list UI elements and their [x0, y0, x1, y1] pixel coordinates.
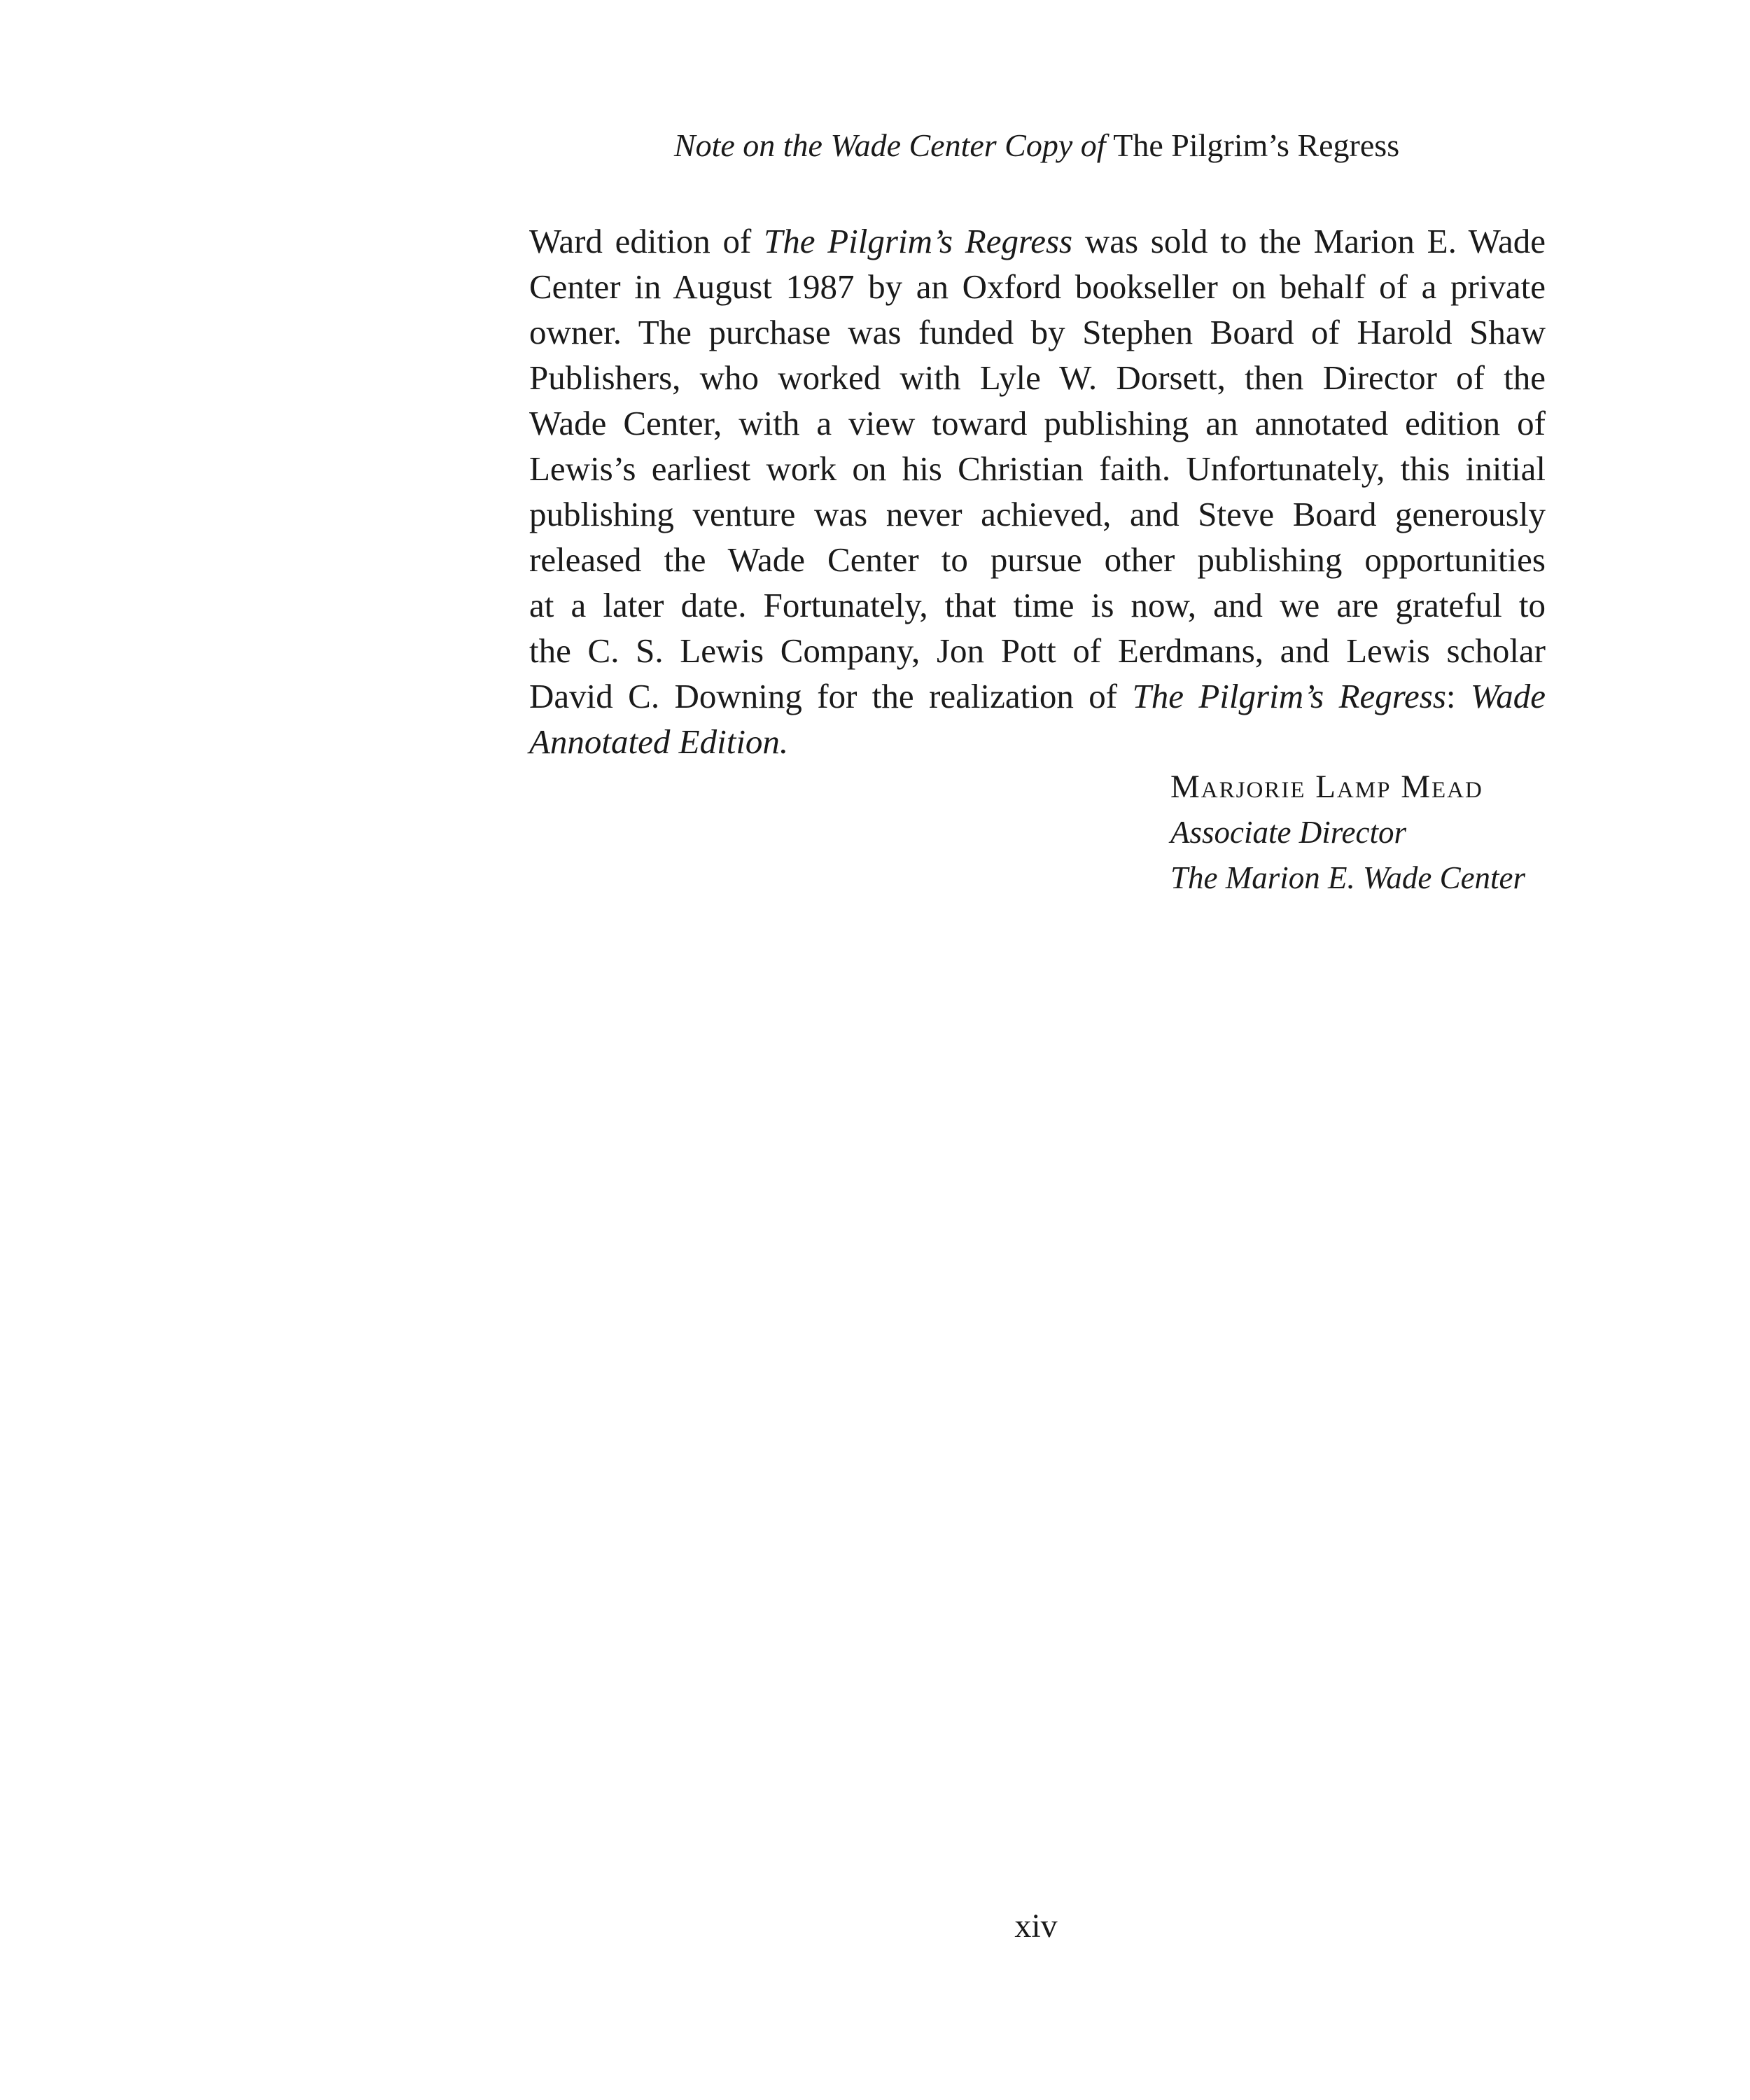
- book-title: Wade: [1470, 677, 1546, 715]
- text-line-1: [529, 218, 1546, 264]
- text-segment: David C. Downing for the realization of: [529, 677, 1133, 715]
- text-line-2: Center in August 1987 by an Oxford bookseller on behalf of a private: [529, 267, 1546, 306]
- text-line-3: owner. The purchase was funded by Stephen Board of Harold Shaw: [529, 313, 1546, 351]
- running-head: [529, 125, 1544, 167]
- text-line-10: the C. S. Lewis Company, Jon Pott of Eerdmans, and Lewis scholar: [529, 631, 1546, 670]
- text-line-8: released the Wade Center to pursue other publishing opportunities: [529, 540, 1546, 579]
- text-line-12: [529, 719, 1546, 764]
- page-number: xiv: [1014, 1907, 1058, 1945]
- signatory-title: Associate Director: [1170, 815, 1407, 850]
- text-segment: Ward edition of: [529, 222, 764, 260]
- text-line-5: Wade Center, with a view toward publishing an annotated edition of: [529, 404, 1546, 442]
- signatory-organization: The Marion E. Wade Center: [1170, 860, 1526, 895]
- book-title: The Pilgrim’s Regress: [764, 222, 1073, 260]
- text-line-6: Lewis’s earliest work on his Christian faith. Unfortunately, this initial: [529, 449, 1546, 488]
- text-segment: :: [1446, 677, 1471, 715]
- body-paragraph: [529, 218, 1546, 764]
- book-title: The Pilgrim’s Regress: [1132, 677, 1446, 715]
- text-line-7: publishing venture was never achieved, and Steve Board generously: [529, 495, 1546, 533]
- text-line-11: [529, 673, 1546, 719]
- running-head-italic: Note on the Wade Center Copy of: [673, 127, 1106, 163]
- running-head-title: The Pilgrim’s Regress: [1113, 127, 1400, 163]
- text-line-4: Publishers, who worked with Lyle W. Dorsett, then Director of the: [529, 358, 1546, 397]
- text-segment: was sold to the Marion E. Wade: [1072, 222, 1546, 260]
- book-title: Annotated Edition.: [529, 722, 789, 761]
- text-line-9: at a later date. Fortunately, that time is now, and we are grateful to: [529, 586, 1546, 624]
- signature-block: [1170, 764, 1525, 901]
- signatory-name: Marjorie Lamp Mead: [1170, 769, 1483, 805]
